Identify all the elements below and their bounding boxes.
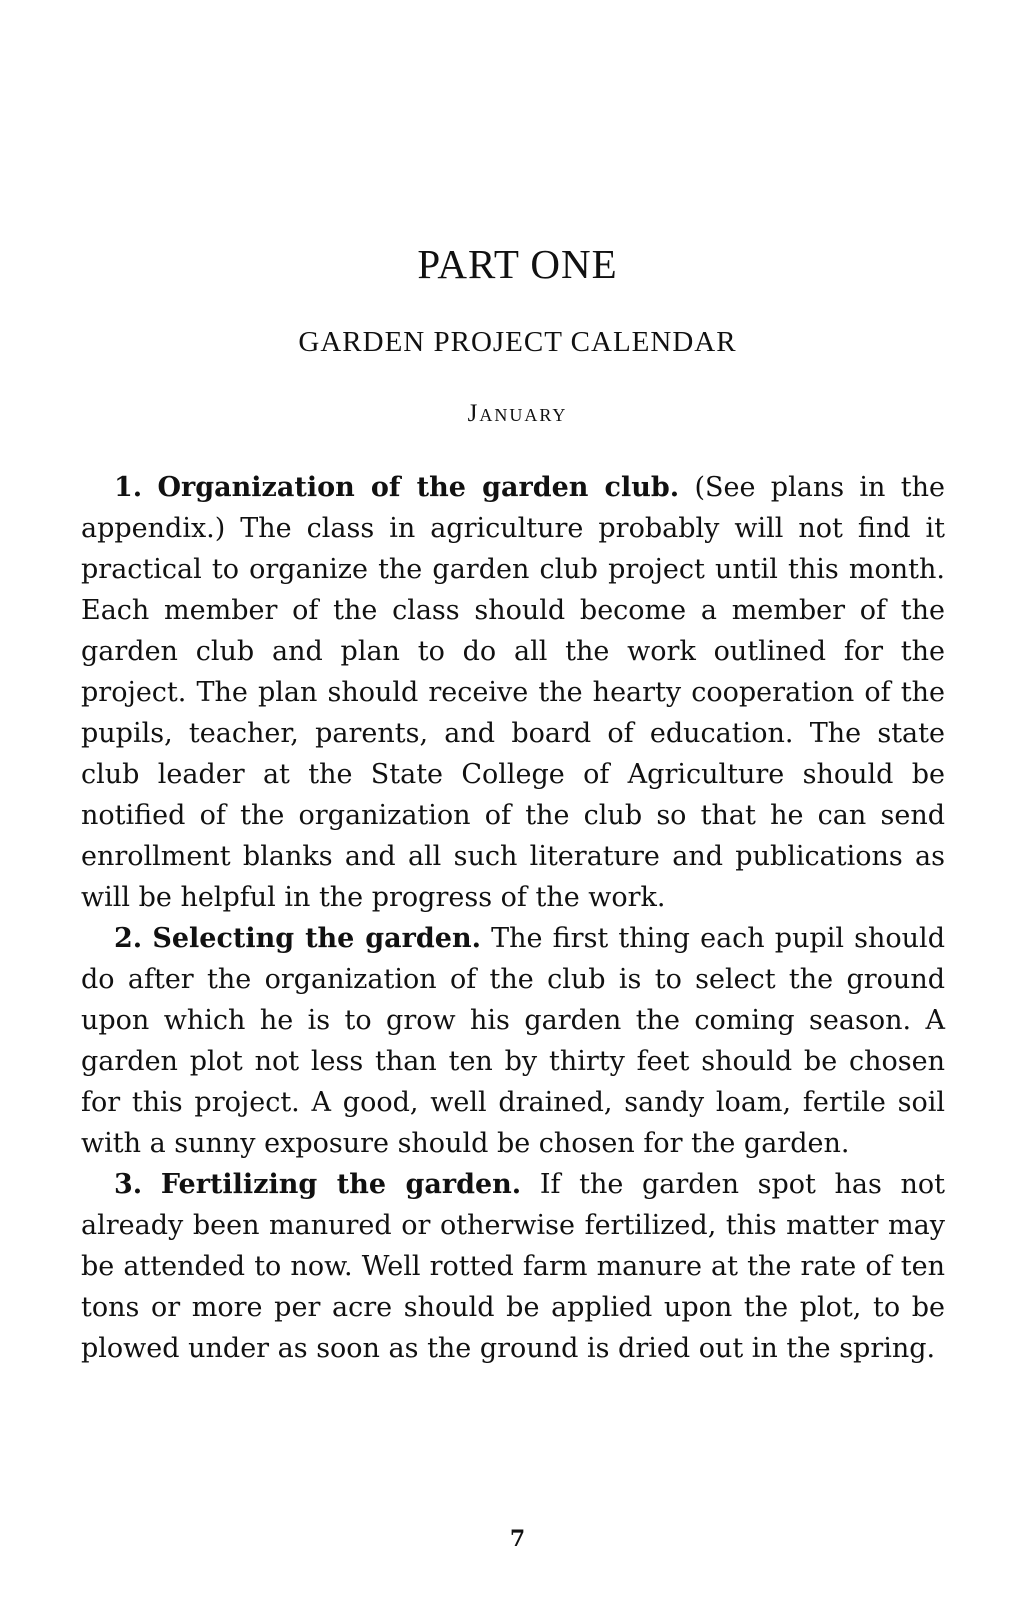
paragraph-heading: Organization of the garden club. [157, 472, 680, 503]
paragraph-number: 2. [114, 923, 143, 954]
paragraph-fertilizing [81, 1164, 945, 1369]
paragraph-heading: Fertilizing the garden. [160, 1169, 522, 1200]
paragraph-text: If the garden spot has not already been manured or otherwise fertilized, this matter may be attended to now. Well rotted farm manure at the rate of ten tons or more per acre should be applied upon the plot, to be plowed under as soon as the ground is dried out in the spring. [81, 1169, 945, 1364]
paragraph-text: (See plans in the appendix.) The class in agriculture probably will not find it practical to organize the garden club project until this month. Each member of the class should become a member of the garden club and plan to do all the work outlined for the project. The plan should receive the hearty cooperation of the pupils, teacher, parents, and board of education. The state club leader at the State College of Agriculture should be notified of the organization of the club so that he can send enrollment blanks and all such literature and publications as will be helpful in the progress of the work. [81, 472, 945, 913]
section-title: GARDEN PROJECT CALENDAR [298, 326, 737, 358]
page-number: 7 [509, 1526, 526, 1552]
paragraph-organization [81, 467, 945, 918]
part-title: PART ONE [417, 241, 618, 287]
month-heading: January [467, 400, 568, 427]
paragraph-selecting [81, 918, 945, 1164]
paragraph-number: 1. [114, 472, 143, 503]
paragraph-text: The first thing each pupil should do after the organization of the club is to select the ground upon which he is to grow his garden the coming season. A garden plot not less than ten by thirty feet should be chosen for this project. A good, well drained, sandy loam, fertile soil with a sunny exposure should be chosen for the garden. [81, 923, 945, 1159]
body-text [81, 467, 945, 1369]
paragraph-number: 3. [114, 1169, 143, 1200]
paragraph-heading: Selecting the garden. [152, 923, 481, 954]
